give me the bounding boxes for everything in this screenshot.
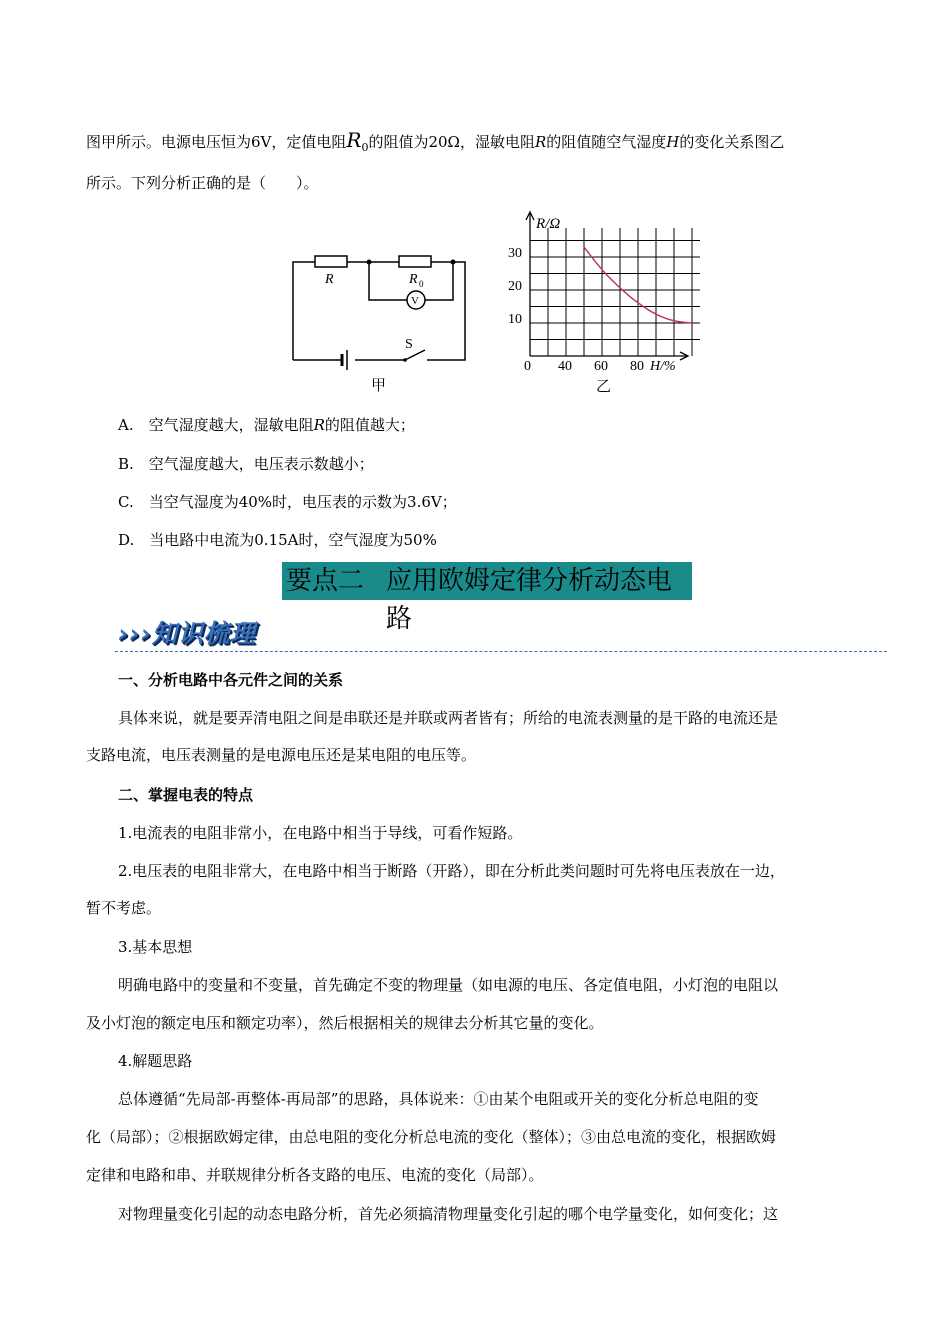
heading-2: 二、掌握电表的特点 bbox=[118, 786, 254, 804]
section-heading-number: 要点二 bbox=[286, 566, 365, 596]
switch-label: S bbox=[405, 337, 413, 352]
y-tick-20: 20 bbox=[508, 279, 522, 294]
option-a bbox=[118, 414, 415, 435]
paragraph-4-line-3: 定律和电路和串、并联规律分析各支路的电压、电流的变化（局部）。 bbox=[86, 1166, 544, 1184]
problem-text-a: 图甲所示。电源电压恒为6V，定值电阻 bbox=[86, 133, 347, 151]
option-a-r-symbol: R bbox=[313, 416, 325, 434]
circuit-label-r0-sub: 0 bbox=[419, 279, 424, 289]
item-2-line-1: 2.电压表的电阻非常大，在电路中相当于断路（开路），即在分析此类问题时可先将电压表放在一边， bbox=[118, 862, 785, 880]
heading-1: 一、分析电路中各元件之间的关系 bbox=[118, 671, 344, 689]
paragraph-3-line-2: 及小灯泡的额定电压和额定功率），然后根据相关的规律去分析其它量的变化。 bbox=[86, 1014, 604, 1032]
section-heading bbox=[282, 562, 692, 634]
circuit-label-r: R bbox=[325, 272, 334, 287]
item-2-line-2: 暂不考虑。 bbox=[86, 899, 162, 917]
item-3: 3.基本思想 bbox=[118, 938, 193, 956]
problem-line-1 bbox=[86, 128, 784, 154]
option-c: C. 当空气湿度为40%时，电压表的示数为3.6V； bbox=[118, 493, 457, 511]
paragraph-3-line-1: 明确电路中的变量和不变量，首先确定不变的物理量（如电源的电压、各定值电阻，小灯泡的电阻以 bbox=[118, 976, 779, 994]
r0-subscript: 0 bbox=[361, 141, 369, 154]
paragraph-4-line-2: 化（局部）；②根据欧姆定律，由总电阻的变化分析总电流的变化（整体）；③由总电流的变化，根据欧姆 bbox=[86, 1128, 777, 1146]
humidity-resistance-graph bbox=[500, 208, 700, 398]
voltmeter-label: V bbox=[411, 295, 419, 307]
y-tick-10: 10 bbox=[508, 312, 522, 327]
dashed-divider bbox=[115, 651, 887, 652]
option-a-text-pre: A. 空气湿度越大，湿敏电阻 bbox=[118, 416, 314, 434]
origin-label: 0 bbox=[524, 359, 531, 374]
paragraph-1-line-2: 支路电流，电压表测量的是电源电压还是某电阻的电压等。 bbox=[86, 746, 477, 764]
x-tick-80: 80 bbox=[630, 359, 644, 374]
item-1: 1.电流表的电阻非常小，在电路中相当于导线，可看作短路。 bbox=[118, 824, 523, 842]
problem-text-c: 的阻值随空气湿度 bbox=[546, 133, 667, 151]
paragraph-1-line-1: 具体来说，就是要弄清电阻之间是串联还是并联或两者皆有；所给的电流表测量的是干路的电流还是 bbox=[118, 709, 779, 727]
x-tick-40: 40 bbox=[558, 359, 572, 374]
circuit-caption: 甲 bbox=[371, 378, 387, 394]
r-symbol: R bbox=[534, 133, 547, 151]
option-b: B. 空气湿度越大，电压表示数越小； bbox=[118, 455, 374, 473]
paragraph-5: 对物理量变化引起的动态电路分析，首先必须搞清物理量变化引起的哪个电学量变化，如何变化；这 bbox=[118, 1205, 779, 1223]
knowledge-banner: ›››知识梳理 bbox=[118, 619, 256, 648]
y-axis-label: R/Ω bbox=[536, 216, 561, 232]
circuit-diagram bbox=[285, 240, 475, 400]
x-tick-60: 60 bbox=[594, 359, 608, 374]
circuit-label-r0: R bbox=[409, 272, 418, 287]
x-axis-label: H/% bbox=[650, 359, 676, 374]
option-a-text-post: 的阻值越大； bbox=[324, 416, 415, 434]
h-symbol: H bbox=[666, 133, 680, 151]
problem-text-b: 的阻值为20Ω，湿敏电阻 bbox=[368, 133, 535, 151]
item-4: 4.解题思路 bbox=[118, 1052, 193, 1070]
section-heading-title: 应用欧姆定律分析动态电路 bbox=[386, 566, 673, 634]
option-d: D. 当电路中电流为0.15A时，空气湿度为50% bbox=[118, 531, 437, 549]
graph-caption: 乙 bbox=[596, 379, 612, 395]
paragraph-4-line-1: 总体遵循“先局部-再整体-再局部”的思路，具体说来：①由某个电阻或开关的变化分析总电阻的变 bbox=[118, 1090, 759, 1108]
problem-text-d: 的变化关系图乙 bbox=[679, 133, 785, 151]
problem-line-2: 所示。下列分析正确的是（ ）。 bbox=[86, 174, 319, 192]
y-tick-30: 30 bbox=[508, 246, 522, 261]
r0-symbol: R bbox=[346, 128, 362, 152]
